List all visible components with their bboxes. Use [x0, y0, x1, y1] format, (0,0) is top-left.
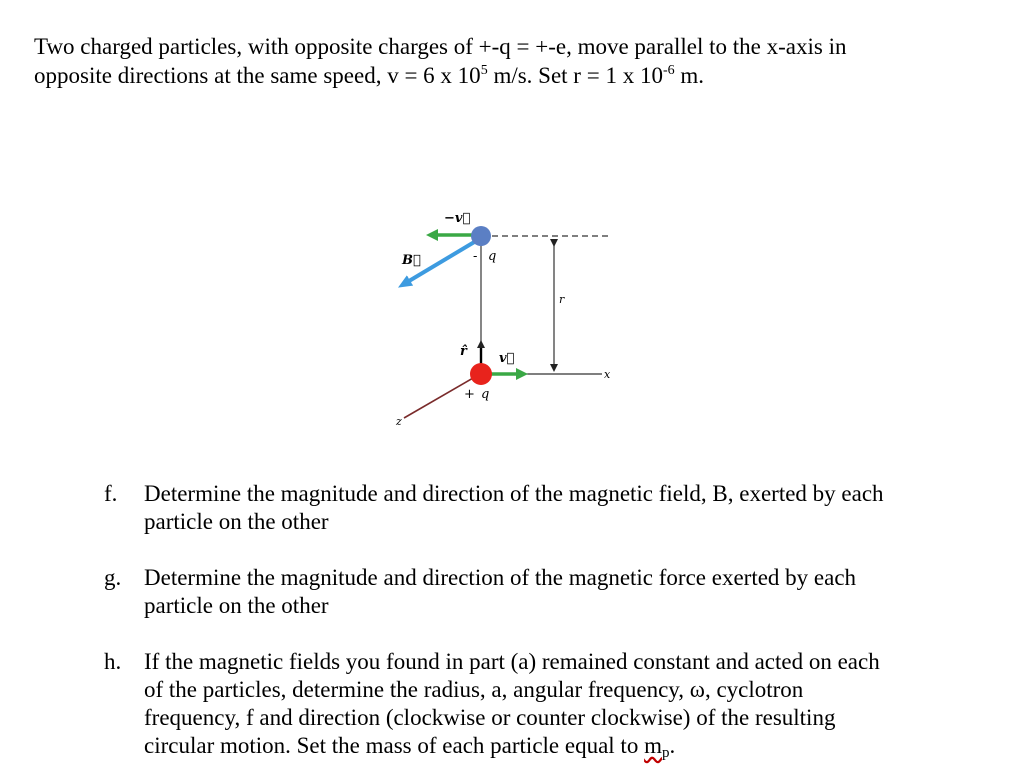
intro-line-2-mid: m/s. Set r = 1 x 10 — [487, 63, 663, 88]
label-bottom-sign: + — [464, 387, 475, 402]
problem-statement — [34, 32, 994, 90]
label-negative-velocity: −v⃗ — [444, 211, 471, 226]
proton-mass-symbol — [644, 733, 670, 761]
question-f-line-2: particle on the other — [144, 509, 329, 534]
label-r-hat: r̂ — [460, 344, 467, 359]
diagram-svg — [380, 198, 640, 438]
question-f — [104, 480, 1004, 536]
proton-mass-subscript: p — [661, 745, 670, 761]
label-top-sign: - — [473, 249, 478, 264]
question-h-line-1: If the magnetic fields you found in part (a) remained constant and acted on each — [144, 649, 880, 674]
question-h-line-4-prefix: circular motion. Set the mass of each particle equal to — [144, 733, 645, 758]
question-h-line-3: frequency, f and direction (clockwise or counter clockwise) of the resulting — [144, 705, 836, 730]
question-g — [104, 564, 1004, 620]
question-h — [104, 648, 1004, 767]
label-z-axis: z — [396, 415, 402, 428]
question-g-line-1: Determine the magnitude and direction of the magnetic force exerted by each — [144, 565, 857, 590]
question-f-line-1: Determine the magnitude and direction of the magnetic field, B, exerted by each — [144, 481, 884, 506]
intro-line-2 — [34, 61, 994, 90]
label-velocity: v⃗ — [499, 351, 515, 366]
question-f-letter: f. — [104, 481, 118, 506]
question-h-line-4 — [144, 732, 1004, 767]
label-bottom-charge: q — [481, 387, 490, 402]
intro-line-2-suffix: m. — [674, 63, 705, 88]
question-f-text — [144, 480, 1004, 536]
label-distance: r — [559, 293, 565, 306]
negative-particle — [471, 226, 491, 246]
question-h-letter: h. — [104, 649, 122, 674]
distance-exponent: -6 — [662, 63, 675, 78]
question-h-line-4-suffix: . — [669, 733, 676, 758]
label-field: B⃗ — [402, 253, 421, 268]
question-list — [104, 480, 1004, 767]
intro-line-2-prefix: opposite directions at the same speed, v = 6 x 10 — [34, 63, 481, 88]
particles-diagram — [380, 198, 640, 438]
question-g-line-2: particle on the other — [144, 593, 329, 618]
speed-exponent: 5 — [480, 63, 488, 78]
question-g-text — [144, 564, 1004, 620]
label-top-charge: q — [488, 249, 497, 264]
intro-line-1: Two charged particles, with opposite charges of +-q = +-e, move parallel to the x-axis in — [34, 34, 847, 59]
positive-particle — [470, 363, 492, 385]
question-h-text — [144, 648, 1004, 767]
label-x-axis: x — [604, 368, 611, 381]
question-g-letter: g. — [104, 565, 122, 590]
proton-mass-m: m — [644, 733, 662, 758]
question-h-line-2: of the particles, determine the radius, a, angular frequency, ω, cyclotron — [144, 677, 804, 702]
